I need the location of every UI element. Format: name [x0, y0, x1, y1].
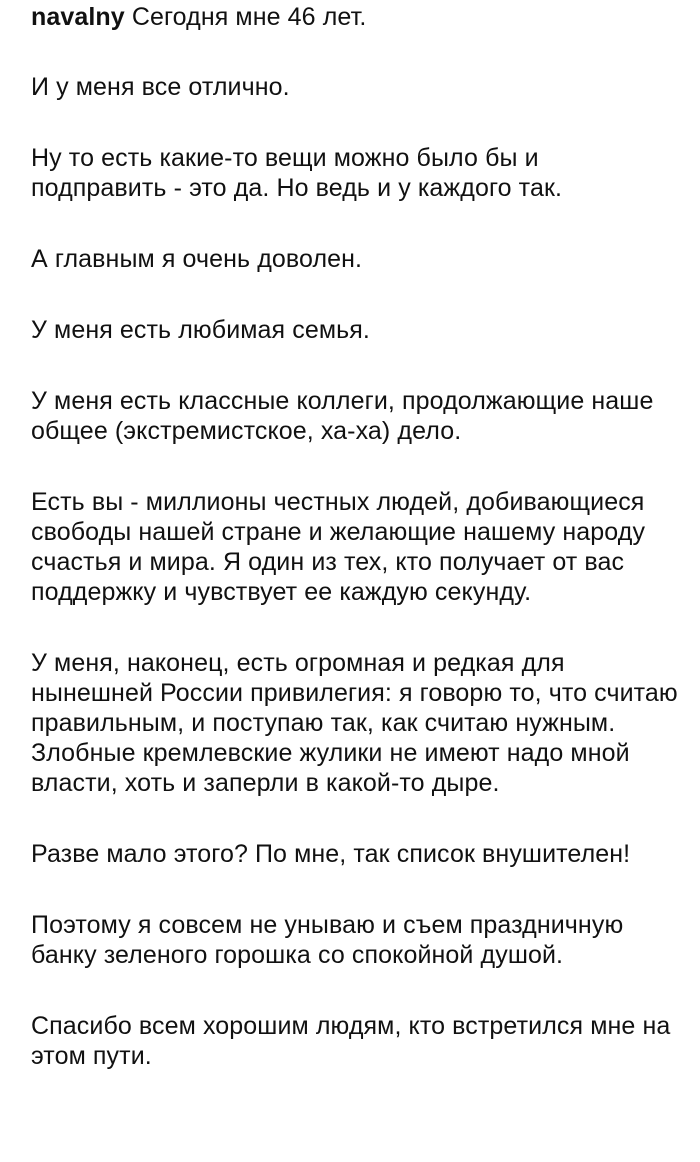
- caption-paragraph-1: И у меня все отлично.: [31, 73, 290, 101]
- caption-paragraph-4: У меня есть любимая семья.: [31, 316, 370, 344]
- caption-paragraph-10: Спасибо всем хорошим людям, кто встретился мне на этом пути.: [31, 1012, 671, 1070]
- caption-first-line-text: Сегодня мне 46 лет.: [131, 3, 367, 31]
- caption-paragraph-9: Поэтому я совсем не унываю и съем праздничную банку зеленого горошка со спокойной душой.: [31, 911, 624, 969]
- caption-paragraph-7: У меня, наконец, есть огромная и редкая для нынешней России привилегия: я говорю то, что считаю правильным, и поступаю так, как считаю нужным. Злобные кремлевские жулики не имеют надо мной власти, хоть и заперли в какой-то дыре.: [31, 649, 678, 797]
- caption-paragraph-3: А главным я очень доволен.: [31, 245, 363, 273]
- caption-first-line: [31, 2, 678, 32]
- caption-paragraph-2: Ну то есть какие-то вещи можно было бы и подправить - это да. Но ведь и у каждого так.: [31, 144, 563, 202]
- username-link[interactable]: navalny: [31, 3, 125, 31]
- caption-paragraph-8: Разве мало этого? По мне, так список внушителен!: [31, 840, 631, 868]
- caption-paragraph-5: У меня есть классные коллеги, продолжающие наше общее (экстремистское, ха-ха) дело.: [31, 387, 654, 445]
- caption-paragraph-6: Есть вы - миллионы честных людей, добивающиеся свободы нашей стране и желающие нашему народу счастья и мира. Я один из тех, кто получает от вас поддержку и чувствует ее каждую секунду.: [31, 488, 646, 606]
